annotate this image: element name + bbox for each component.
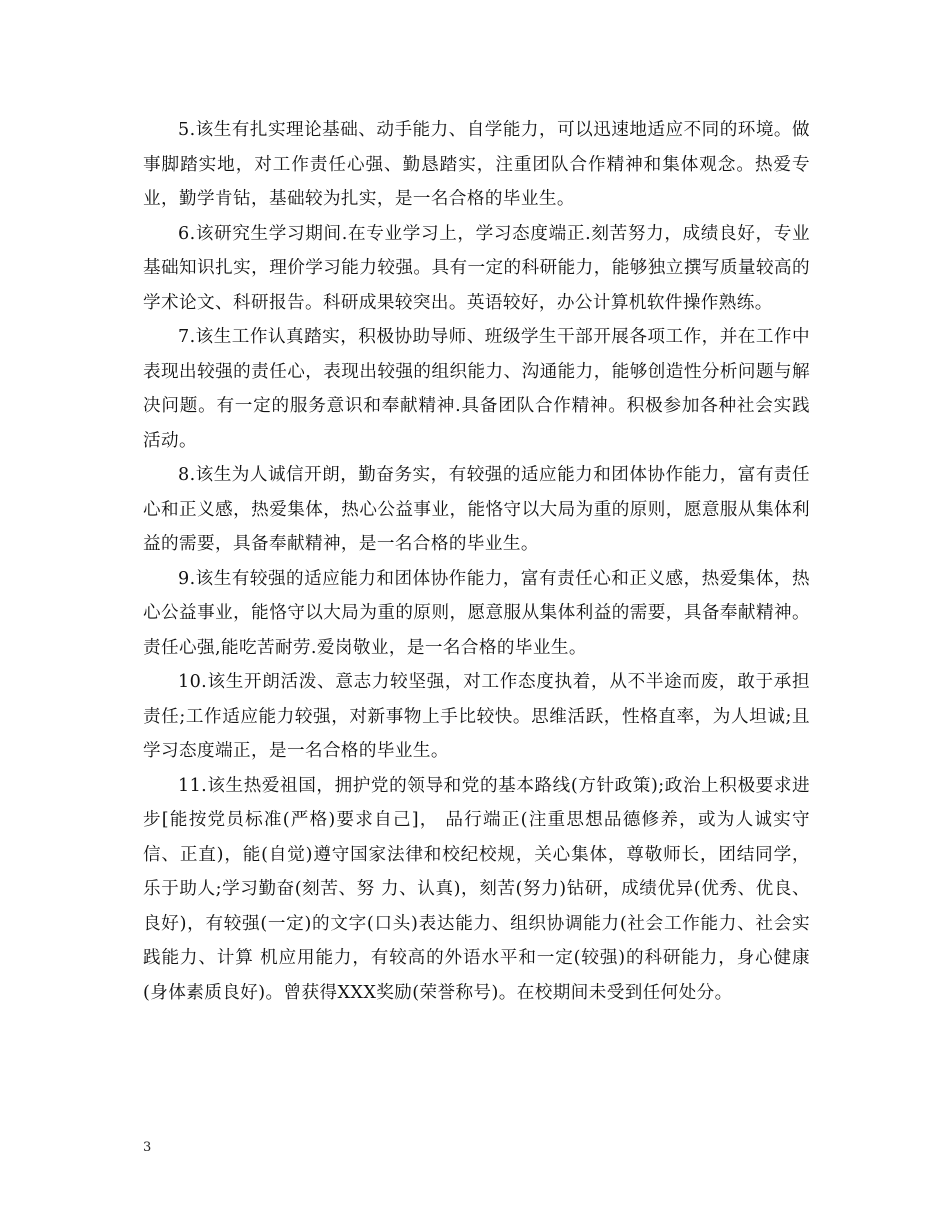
document-body <box>143 113 810 1010</box>
paragraph-6: 6.该研究生学习期间.在专业学习上，学习态度端正.刻苦努力，成绩良好，专业基础知识扎实，理价学习能力较强。具有一定的科研能力，能够独立撰写质量较高的学术论文、科研报告。科研成果较突出。英语较好，办公计算机软件操作熟练。 <box>143 223 810 313</box>
paragraph-10: 10.该生开朗活泼、意志力较坚强，对工作态度执着，从不半途而废，敢于承担责任;工作适应能力较强，对新事物上手比较快。思维活跃，性格直率，为人坦诚;且学习态度端正，是一名合格的毕业生。 <box>143 672 810 761</box>
page-number: 3 <box>143 1140 152 1155</box>
paragraph-9: 9.该生有较强的适应能力和团体协作能力，富有责任心和正义感，热爱集体，热心公益事业，能恪守以大局为重的原则，愿意服从集体利益的需要，具备奉献精神。责任心强,能吃苦耐劳.爱岗敬业，是一名合格的毕业生。 <box>143 568 810 658</box>
paragraph-7: 7.该生工作认真踏实，积极协助导师、班级学生干部开展各项工作，并在工作中表现出较强的责任心，表现出较强的组织能力、沟通能力，能够创造性分析问题与解决问题。有一定的服务意识和奉献精神.具备团队合作精神。积极参加各种社会实践活动。 <box>143 327 810 451</box>
paragraph-5: 5.该生有扎实理论基础、动手能力、自学能力，可以迅速地适应不同的环境。做事脚踏实地，对工作责任心强、勤恳踏实，注重团队合作精神和集体观念。热爱专业，勤学肯钻，基础较为扎实，是一名合格的毕业生。 <box>143 120 810 209</box>
paragraph-8: 8.该生为人诚信开朗，勤奋务实，有较强的适应能力和团体协作能力，富有责任心和正义感，热爱集体，热心公益事业，能恪守以大局为重的原则，愿意服从集体利益的需要，具备奉献精神，是一名合格的毕业生。 <box>143 465 810 554</box>
paragraph-11: 11.该生热爱祖国，拥护党的领导和党的基本路线(方针政策);政治上积极要求进步[能按党员标准(严格)要求自己]， 品行端正(注重思想品德修养，或为人诚实守信、正直)，能(自觉)遵守国家法律和校纪校规，关心集体，尊敬师长，团结同学，乐于助人;学习勤奋(刻苦、努 力、认真)，刻苦(努力)钻研，成绩优异(优秀、优良、良好)，有较强(一定)的文字(口头)表达能力、组织协调能力(社会工作能力、社会实践能力、计算 机应用能力，有较高的外语水平和一定(较强)的科研能力，身心健康(身体素质良好)。曾获得XXX奖励(荣誉称号)。在校期间未受到任何处分。 <box>143 775 810 1003</box>
